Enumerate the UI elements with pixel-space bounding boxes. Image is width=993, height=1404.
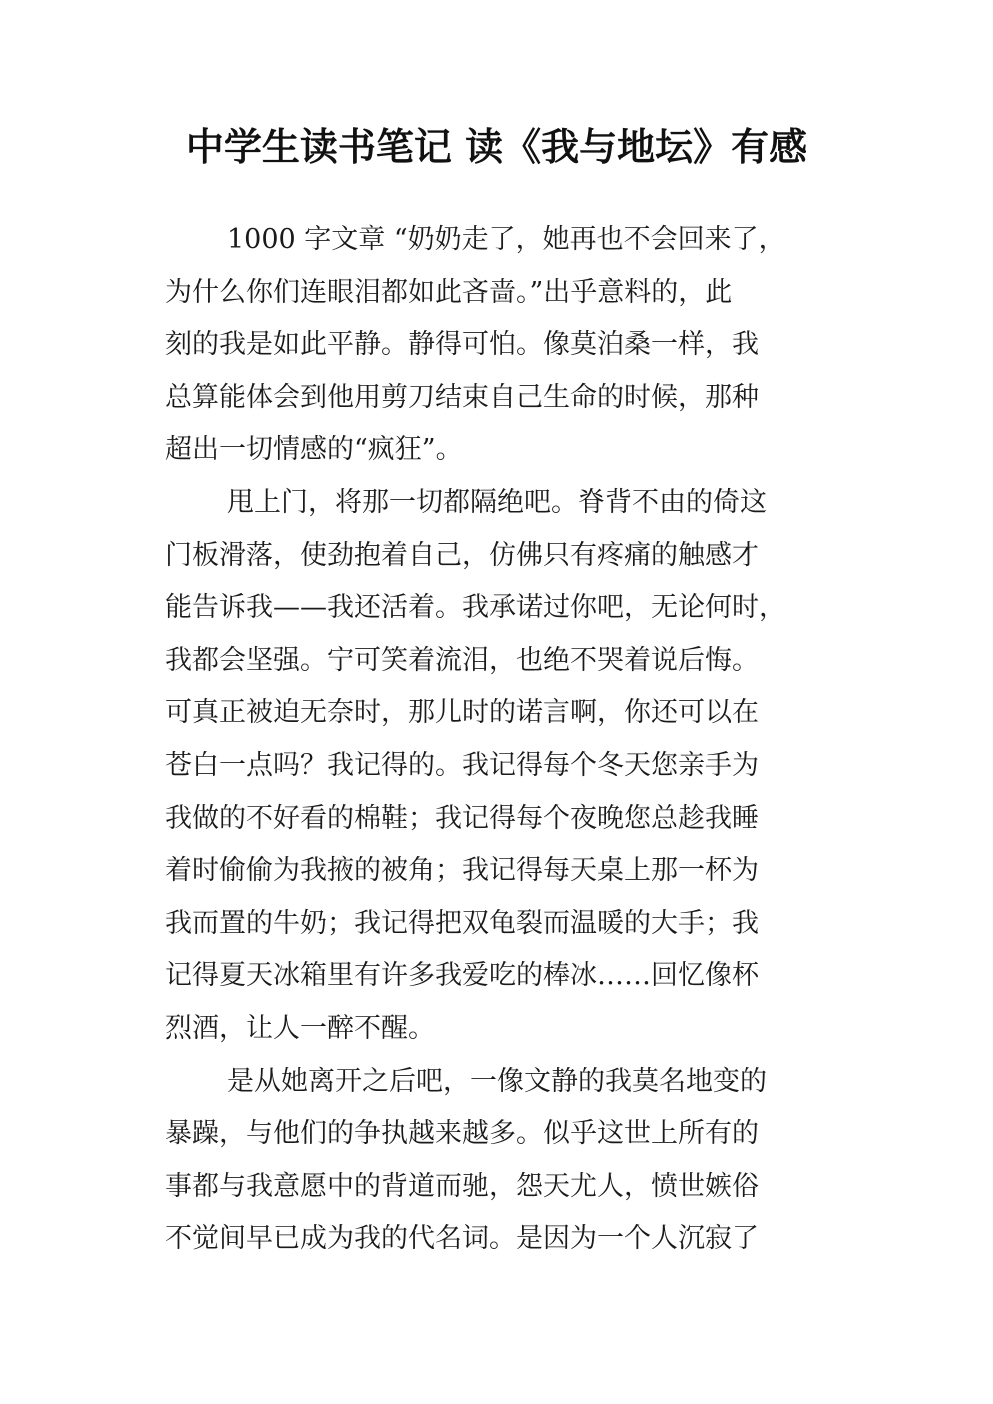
- document-title: 中学生读书笔记 读《我与地坛》有感: [185, 125, 808, 169]
- text-line: 我做的不好看的棉鞋；我记得每个夜晚您总趁我睡: [165, 802, 759, 834]
- text-line: 可真正被迫无奈时，那儿时的诺言啊，你还可以在: [165, 697, 759, 729]
- text-line: 不觉间早已成为我的代名词。是因为一个人沉寂了: [165, 1223, 759, 1255]
- paragraph-2: [165, 477, 830, 1056]
- text-line: 着时偷偷为我掖的被角；我记得每天桌上那一杯为: [165, 855, 759, 887]
- text-line: 是从她离开之后吧，一像文静的我莫名地变的: [227, 1065, 767, 1097]
- text-line: 暴躁，与他们的争执越来越多。似乎这世上所有的: [165, 1118, 759, 1150]
- text-line: 总算能体会到他用剪刀结束自己生命的时候，那种: [165, 381, 759, 413]
- text-line: 刻的我是如此平静。静得可怕。像莫泊桑一样，我: [165, 329, 759, 361]
- text-line: 我而置的牛奶；我记得把双龟裂而温暖的大手；我: [165, 907, 759, 939]
- text-line: 为什么你们连眼泪都如此吝啬。”出乎意料的，此: [165, 276, 733, 308]
- text-line: 能告诉我——我还活着。我承诺过你吧，无论何时，: [165, 592, 786, 624]
- text-line: 记得夏天冰箱里有许多我爱吃的棒冰……回忆像杯: [165, 960, 759, 992]
- text-line: 我都会坚强。宁可笑着流泪，也绝不哭着说后悔。: [165, 644, 759, 676]
- paragraph-3: [165, 1056, 830, 1266]
- text-line: 1000 字文章 “奶奶走了，她再也不会回来了，: [227, 224, 786, 255]
- text-line: 烈酒，让人一醉不醒。: [165, 1012, 435, 1044]
- text-line: 苍白一点吗？我记得的。我记得每个冬天您亲手为: [165, 749, 759, 781]
- paragraph-1: [165, 214, 830, 477]
- text-line: 事都与我意愿中的背道而驰，怨天尤人，愤世嫉俗: [165, 1170, 759, 1202]
- document-body: [165, 214, 830, 1266]
- text-line: 超出一切情感的“疯狂”。: [165, 434, 463, 466]
- text-line: 门板滑落，使劲抱着自己，仿佛只有疼痛的触感才: [165, 539, 759, 571]
- text-line: 甩上门，将那一切都隔绝吧。脊背不由的倚这: [227, 486, 767, 518]
